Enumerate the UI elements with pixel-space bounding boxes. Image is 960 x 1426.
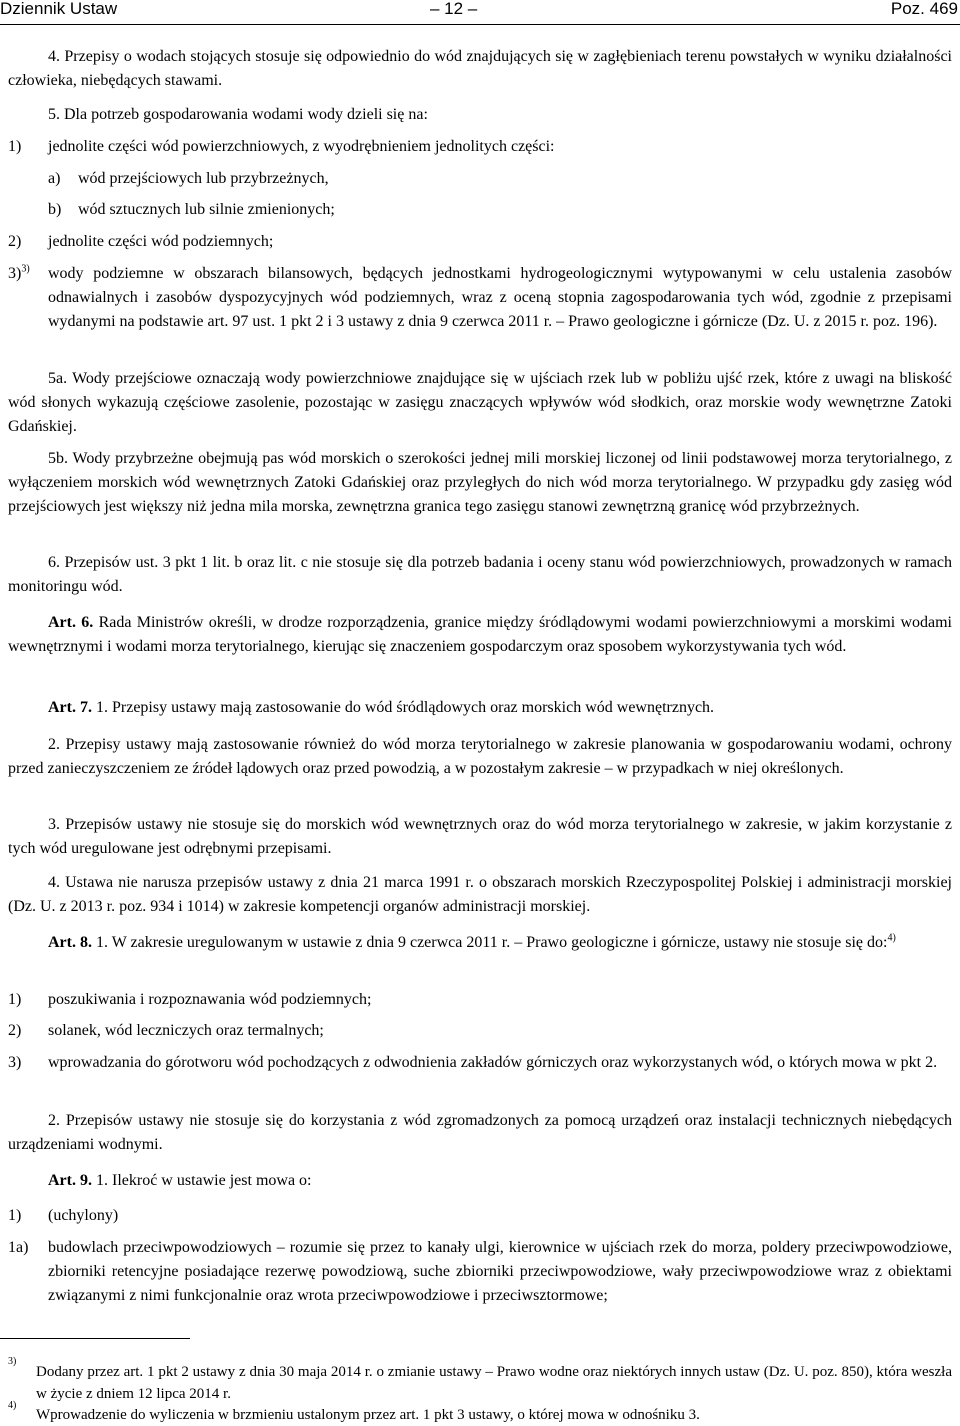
item-number: 1) xyxy=(8,991,22,1008)
header-rule xyxy=(0,24,960,25)
article-8-point-3: wprowadzania do górotworu wód pochodzących z odwodnienia zakładów górniczych oraz wykorzystanych wód, o których mowa w pkt 2. xyxy=(48,1054,938,1071)
article-8-2: 2. Przepisów ustawy nie stosuje się do korzystania z wód zgromadzonych za pomocą urządzeń oraz instalacji technicznych niebędących urządzeniami wodnymi. xyxy=(8,1112,952,1153)
footnote-separator xyxy=(0,1338,190,1339)
journal-title: Dziennik Ustaw xyxy=(0,0,118,18)
footnote-number: 4) xyxy=(8,1400,17,1411)
item-5-1: jednolite części wód powierzchniowych, z wyodrębnieniem jednolitych części: xyxy=(48,138,555,155)
item-5-1a: wód przejściowych lub przybrzeżnych, xyxy=(78,170,329,187)
article-7-3: 3. Przepisów ustawy nie stosuje się do morskich wód wewnętrznych oraz do wód morza terytorialnego w zakresie, w jakim korzystanie z tych wód uregulowane jest odrębnymi przepisami. xyxy=(8,816,952,857)
item-number: 1) xyxy=(8,138,22,155)
item-number: 1a) xyxy=(8,1239,29,1256)
paragraph-5: 5. Dla potrzeb gospodarowania wodami wody dzieli się na: xyxy=(48,106,428,123)
article-7-4: 4. Ustawa nie narusza przepisów ustawy z dnia 21 marca 1991 r. o obszarach morskich Rzeczypospolitej Polskiej i administracji morskiej (Dz. U. z 2013 r. poz. 934 i 1014) w zakresie kompetencji organów administracji morskiej. xyxy=(8,874,952,915)
article-8-point-1: poszukiwania i rozpoznawania wód podziemnych; xyxy=(48,991,372,1008)
article-label: Art. 8. xyxy=(48,934,92,951)
article-9-point-1: (uchylony) xyxy=(48,1207,119,1224)
page-header xyxy=(0,0,960,22)
position-number: Poz. 469 xyxy=(890,0,958,18)
article-label: Art. 9. xyxy=(48,1172,92,1189)
paragraph-5b: 5b. Wody przybrzeżne obejmują pas wód morskich o szerokości jednej mili morskiej liczonej od linii podstawowej morza terytorialnego, z wyłączeniem morskich wód wewnętrznych Zatoki Gdańskiej oraz przyległych do nich wód morza terytorialnego. W przypadku gdy zasięg wód przejściowych jest większy niż jedna mila morska, zewnętrzna granica tego zasięgu stanowi zewnętrzną granicę wód przybrzeżnych. xyxy=(8,450,952,515)
article-6: Art. 6. Rada Ministrów określi, w drodze rozporządzenia, granice między śródlądowymi wodami powierzchniowymi a morskimi wodami wewnętrznymi i wodami morza terytorialnego, kierując się znaczeniem gospodarczym oraz sposobem wykorzystywania tych wód. xyxy=(8,614,953,655)
footnote-ref: 4) xyxy=(887,932,896,944)
article-9-point-1a: budowlach przeciwpowodziowych – rozumie się przez to kanały ulgi, kierownice w ujściach rzek do morza, poldery przeciwpowodziowe, zbiorniki retencyjne posiadające rezerwę powodziową, suche zbiorniki przeciwpowodziowe, wały przeciwpowodziowe wraz z obiektami związanymi z nimi funkcjonalnie oraz wrota przeciwpowodziowe i przeciwsztormowe; xyxy=(48,1239,952,1304)
article-7-1: Art. 7. 1. Przepisy ustawy mają zastosowanie do wód śródlądowych oraz morskich wód wewnętrznych. xyxy=(48,699,715,716)
item-5-3: wody podziemne w obszarach bilansowych, będących jednostkami hydrogeologicznymi wytypowanymi w celu ustalenia zasobów odnawialnych i zasobów dyspozycyjnych wód podziemnych, wraz z oceną stopnia zagospodarowania tych wód, zgodnie z przepisami wydanymi na podstawie art. 97 ust. 1 pkt 2 i 3 ustawy z dnia 9 czerwca 2011 r. – Prawo geologiczne i górnicze (Dz. U. z 2015 r. poz. 196). xyxy=(48,265,952,330)
article-8-point-2: solanek, wód leczniczych oraz termalnych; xyxy=(48,1022,324,1039)
item-number: 1) xyxy=(8,1207,22,1224)
footnote-number: 3) xyxy=(8,1356,17,1367)
footnote-4: Wprowadzenie do wyliczenia w brzmieniu ustalonym przez art. 1 pkt 3 ustawy, o której mowa w odnośniku 3. xyxy=(36,1407,700,1423)
item-5-2: jednolite części wód podziemnych; xyxy=(48,233,274,250)
item-number: 2) xyxy=(8,1022,22,1039)
item-number: 3)$^{3)}$ xyxy=(8,263,30,282)
article-label: Art. 6. xyxy=(48,614,94,631)
paragraph-5a: 5a. Wody przejściowe oznaczają wody powierzchniowe znajdujące się w ujściach rzek lub w pobliżu ujść rzek, które z uwagi na bliskość wód słonych wykazują częściowe zasolenie, pozostając w zasięgu znaczących wpływów wód słodkich, oraz morskie wody wewnętrzne Zatoki Gdańskiej. xyxy=(8,370,952,435)
item-number: 2) xyxy=(8,233,22,250)
page-number: – 12 – xyxy=(430,0,478,18)
footnote-ref: 3) xyxy=(21,263,30,275)
paragraph-4: 4. Przepisy o wodach stojących stosuje się odpowiednio do wód znajdujących się w zagłębieniach terenu powstałych w wyniku działalności człowieka, niebędących stawami. xyxy=(8,48,952,89)
subitem-letter: a) xyxy=(48,170,61,187)
item-5-1b: wód sztucznych lub silnie zmienionych; xyxy=(78,201,335,218)
subitem-letter: b) xyxy=(48,201,62,218)
article-7-2: 2. Przepisy ustawy mają zastosowanie również do wód morza terytorialnego w zakresie planowania w gospodarowaniu wodami, ochrony przed zanieczyszczeniem ze źródeł lądowych oraz przed powodzią, a w pozostałym zakresie – w przypadkach w niej określonych. xyxy=(8,736,952,777)
article-label: Art. 7. xyxy=(48,699,92,716)
article-8-1: Art. 8. 1. W zakresie uregulowanym w ustawie z dnia 9 czerwca 2011 r. – Prawo geologiczne i górnicze, ustawy nie stosuje się do:$^{4)}$ xyxy=(48,932,896,951)
footnote-3: Dodany przez art. 1 pkt 2 ustawy z dnia 30 maja 2014 r. o zmianie ustawy – Prawo wodne oraz niektórych innych ustaw (Dz. U. poz. 850), która weszła w życie z dniem 12 lipca 2014 r. xyxy=(36,1364,952,1402)
article-9-1: Art. 9. 1. Ilekroć w ustawie jest mowa o: xyxy=(48,1172,312,1189)
paragraph-6: 6. Przepisów ust. 3 pkt 1 lit. b oraz lit. c nie stosuje się dla potrzeb badania i oceny stanu wód powierzchniowych, prowadzonych w ramach monitoringu wód. xyxy=(8,554,952,595)
item-number: 3) xyxy=(8,1054,22,1071)
